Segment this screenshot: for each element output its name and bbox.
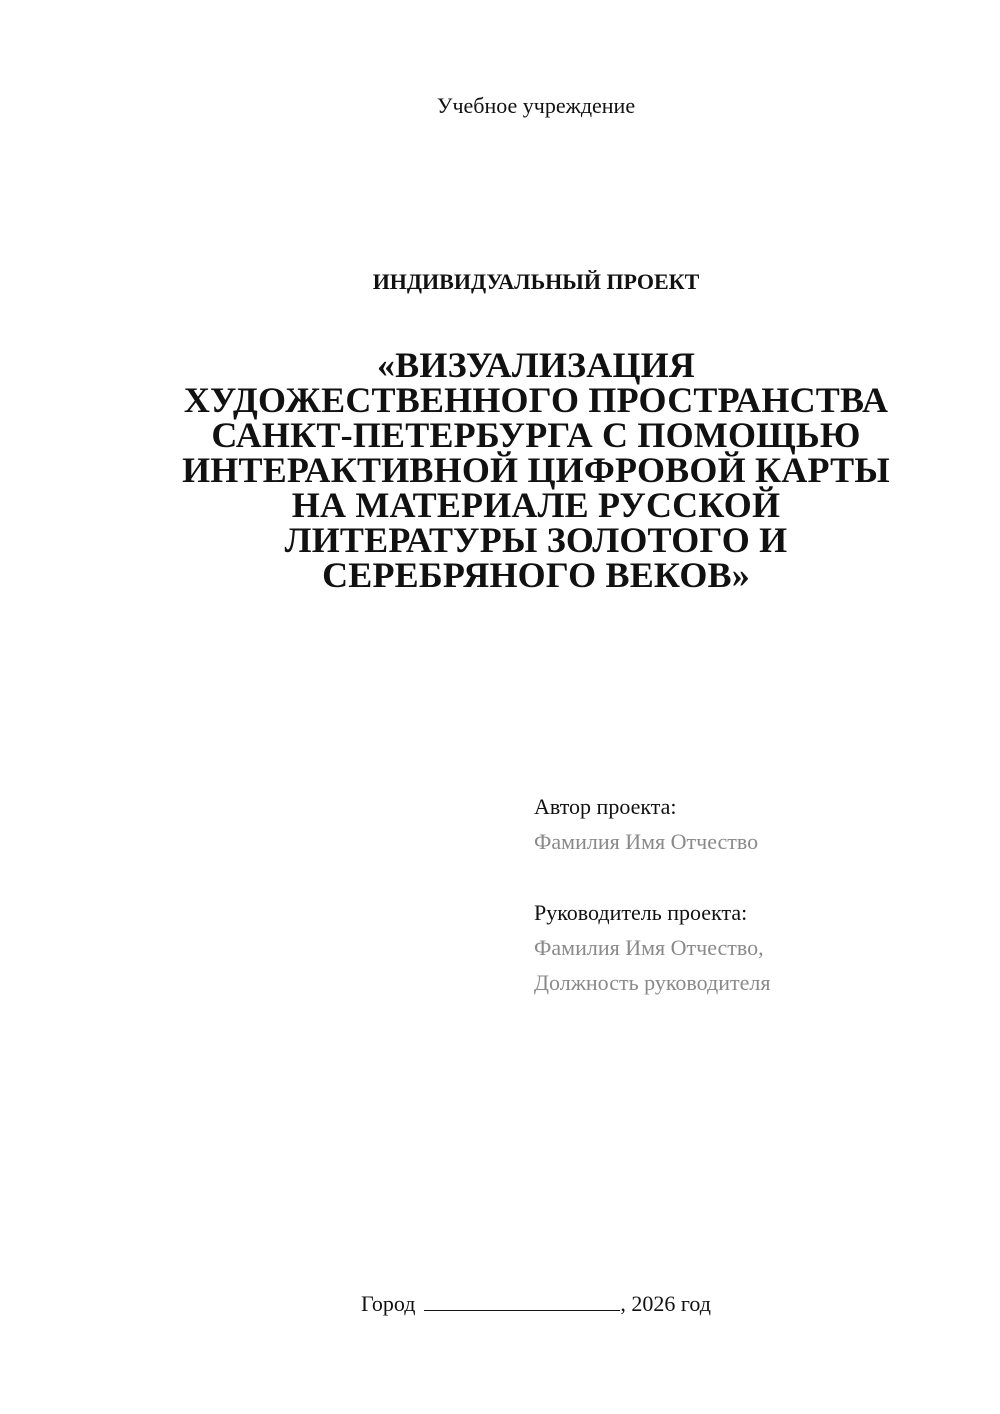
supervisor-position-placeholder: Должность руководителя bbox=[534, 970, 771, 995]
project-kind-heading: ИНДИВИДУАЛЬНЫЙ ПРОЕКТ bbox=[372, 269, 700, 294]
project-title-line: ЛИТЕРАТУРЫ ЗОЛОТОГО И bbox=[284, 520, 788, 560]
author-name-placeholder: Фамилия Имя Отчество bbox=[534, 829, 759, 854]
supervisor-label: Руководитель проекта: bbox=[534, 900, 748, 925]
city-year-line bbox=[0, 1290, 1000, 1318]
institution-name: Учебное учреждение bbox=[436, 93, 636, 118]
author-label: Автор проекта: bbox=[534, 794, 677, 819]
project-title-line: ИНТЕРАКТИВНОЙ ЦИФРОВОЙ КАРТЫ bbox=[182, 450, 890, 490]
credits-block bbox=[534, 789, 974, 1000]
project-title-line: САНКТ-ПЕТЕРБУРГА С ПОМОЩЬЮ bbox=[211, 415, 861, 455]
year-text: , 2026 год bbox=[620, 1291, 711, 1316]
project-title-line: ХУДОЖЕСТВЕННОГО ПРОСТРАНСТВА bbox=[183, 380, 889, 420]
project-title bbox=[120, 345, 952, 595]
project-title-line: НА МАТЕРИАЛЕ РУССКОЙ bbox=[291, 485, 781, 525]
project-title-line: СЕРЕБРЯНОГО ВЕКОВ» bbox=[322, 555, 750, 595]
project-title-line: «ВИЗУАЛИЗАЦИЯ bbox=[376, 345, 696, 385]
supervisor-name-placeholder: Фамилия Имя Отчество, bbox=[534, 935, 764, 960]
city-blank-underline bbox=[424, 1290, 620, 1311]
credits-spacer bbox=[534, 859, 974, 895]
city-label: Город bbox=[361, 1291, 416, 1316]
